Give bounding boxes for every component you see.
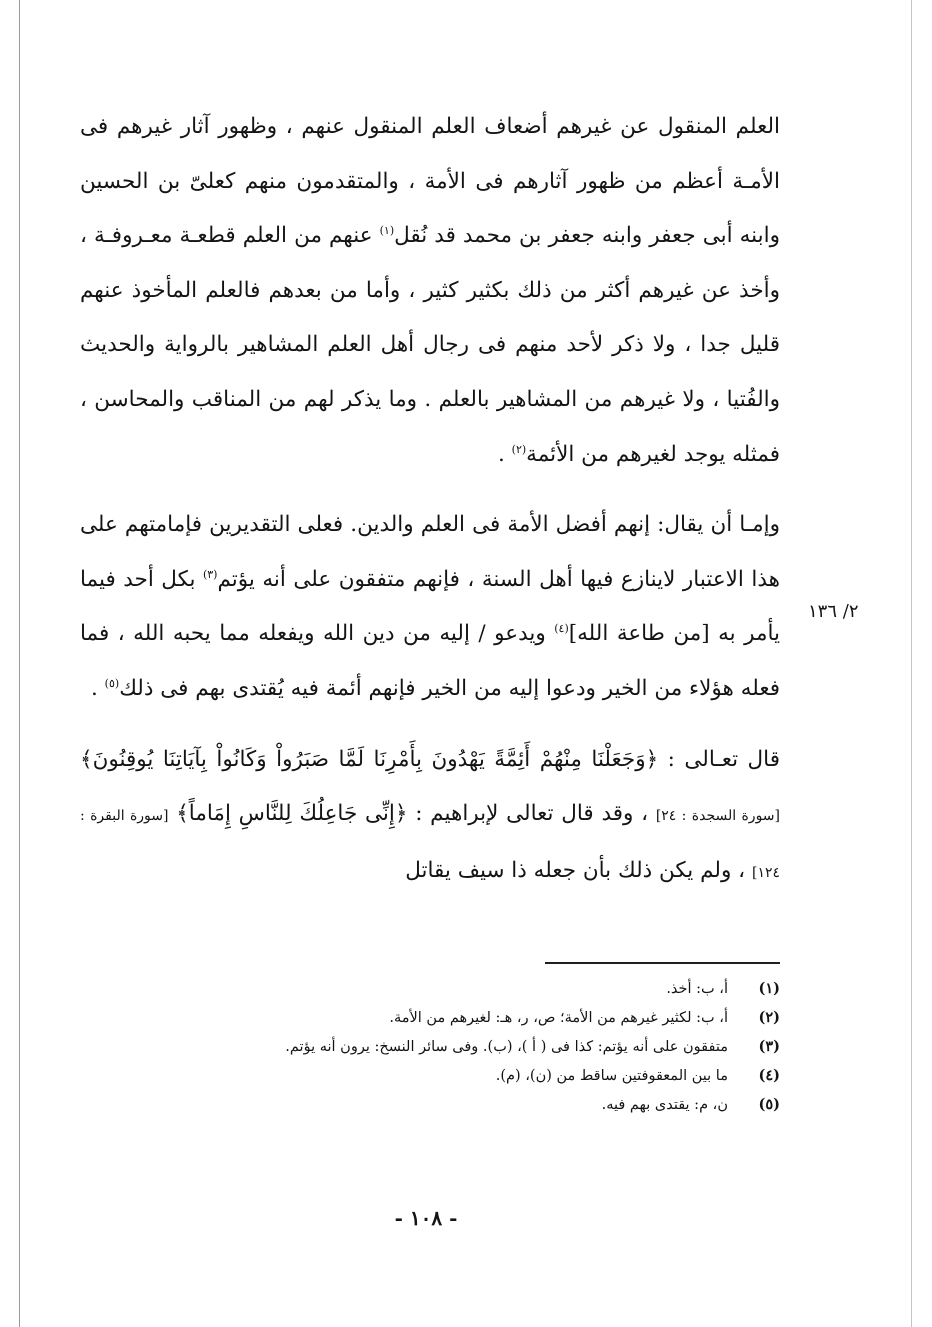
quran-citation: [سورة السجدة : ٢٤] bbox=[655, 808, 780, 825]
footnote bbox=[120, 1009, 780, 1038]
text-segment: ويدعو / إليه من دين الله ويفعله مما يحبه الله ، فما فعله هؤلاء من الخير ودعوا إليه من الخير فإنهم أئمة فيه يُقتدى بهم فى ذلك bbox=[80, 621, 780, 701]
paragraph bbox=[80, 498, 780, 716]
scan-edge-right bbox=[911, 0, 912, 1327]
footnote-text: ما بين المعقوفتين ساقط من (ن)، (م). bbox=[495, 1068, 728, 1084]
text-segment: ، ولم يكن ذلك بأن جعله ذا سيف يقاتل bbox=[405, 857, 752, 883]
footnote-text: متفقون على أنه يؤتم: كذا فى ( أ )، (ب). وفى سائر النسخ: يرون أنه يؤتم. bbox=[285, 1039, 728, 1055]
quran-citation: [سورة البقرة : ١٢٤] bbox=[80, 808, 780, 881]
text-segment: ، وقد قال تعالى لإبراهيم : ﴿إِنِّى جَاعِلُكَ لِلنَّاسِ إِمَاماً﴾ bbox=[168, 801, 656, 827]
text-segment: . bbox=[91, 675, 105, 701]
footnotes bbox=[120, 980, 780, 1125]
footnote bbox=[120, 980, 780, 1009]
footnote-number: (٢) bbox=[758, 1009, 780, 1026]
footnote-text: أ، ب: لكثير غيرهم من الأمة؛ ص، ر، هـ: لغيرهم من الأمة. bbox=[389, 1010, 728, 1026]
footnote bbox=[120, 1067, 780, 1096]
footnote-ref: (٣) bbox=[202, 567, 218, 581]
footnote-number: (٣) bbox=[758, 1038, 780, 1055]
paragraph bbox=[80, 733, 780, 901]
page-number: - ١٠٨ - bbox=[394, 1206, 458, 1230]
text-segment: العلم المنقول عن غيرهم أضعاف العلم المنقول عنهم ، وظهور آثار غيرهم فى الأمـة أعظم من ظهور آثارهم فى الأمة ، والمتقدمون منهم كعلىّ بن الحسين وابنه أبى جعفر وابنه جعفر بن محمد قد نُقل bbox=[80, 114, 780, 249]
page-body bbox=[80, 100, 780, 900]
footnote-number: (١) bbox=[758, 980, 780, 997]
text-segment: عنهم من العلم قطعـة معـروفـة ، وأخذ عن غيرهم أكثر من ذلك بكثير كثير ، وأما من بعدهم فالعلم المأخوذ عنهم قليل جدا ، ولا ذكر لأحد منهم فى رجال أهل العلم المشاهير بالرواية والحديث والفُتيا ، ولا غيرهم من المشاهير بالعلم . وما يذكر لهم من المناقب والمحاسن ، فمثله يوجد لغيرهم من الأئمة bbox=[80, 223, 780, 467]
footnote-ref: (٢) bbox=[511, 442, 527, 456]
footnote bbox=[120, 1096, 780, 1125]
scan-edge-left bbox=[19, 0, 20, 1327]
footnote-text: أ، ب: أخذ. bbox=[666, 981, 728, 997]
footnote-ref: (١) bbox=[379, 224, 395, 238]
footnote-number: (٥) bbox=[758, 1096, 780, 1113]
margin-reference: ٢/ ١٣٦ bbox=[808, 601, 859, 622]
text-segment: قال تعـالى : ﴿وَجَعَلْنَا مِنْهُمْ أَئِمَّةً يَهْدُونَ بِأَمْرِنَا لَمَّا صَبَرُواْ وَكَانُواْ بِآيَاتِنَا يُوقِنُونَ﴾ bbox=[80, 746, 780, 772]
footnote-separator bbox=[545, 962, 780, 964]
text-segment: بكل أحد فيما يأمر به [من طاعة الله] bbox=[80, 566, 781, 647]
footnote-ref: (٤) bbox=[554, 622, 569, 636]
footnote-text: ن، م: يقتدى بهم فيه. bbox=[601, 1097, 728, 1113]
footnote-ref: (٥) bbox=[104, 676, 120, 690]
paragraph bbox=[80, 100, 780, 482]
text-segment: . bbox=[497, 441, 512, 467]
text-segment: وإمـا أن يقال: إنهم أفضل الأمة فى العلم والدين. فعلى التقديرين فإمامتهم على هذا الاعتبار لاينازع فيها أهل السنة ، فإنهم متفقون على أنه يؤتم bbox=[80, 512, 780, 592]
footnote bbox=[120, 1038, 780, 1067]
footnote-number: (٤) bbox=[758, 1067, 780, 1084]
